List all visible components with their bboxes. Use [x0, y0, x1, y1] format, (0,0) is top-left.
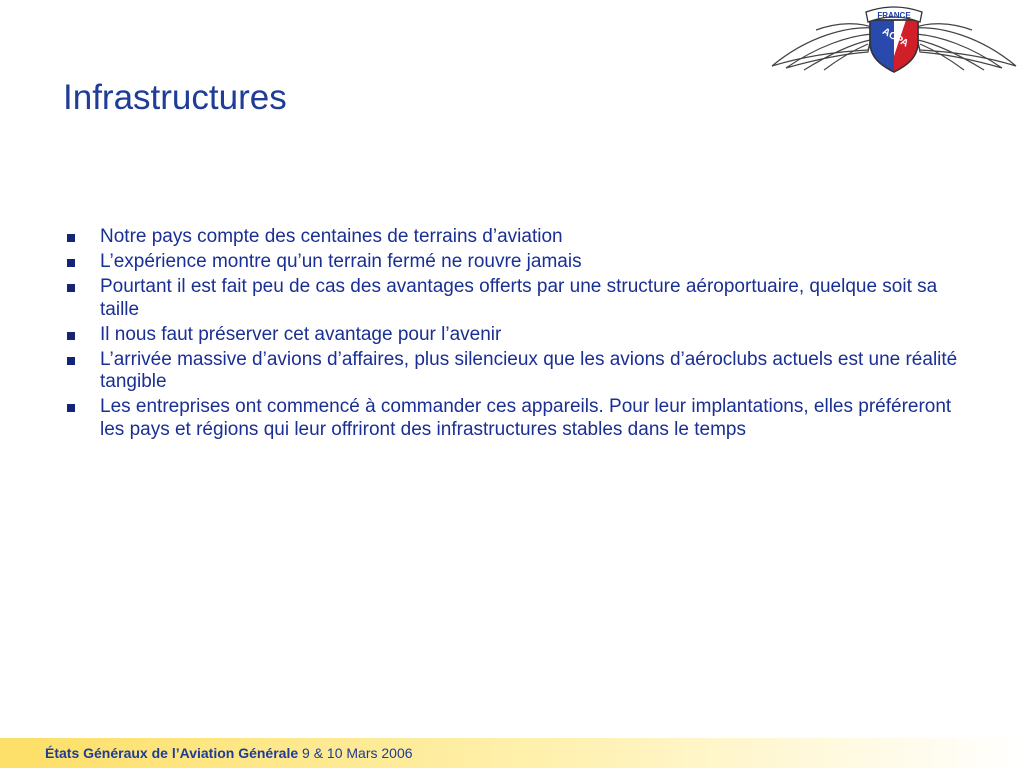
square-bullet-icon: [67, 332, 75, 340]
bullet-list: [64, 226, 964, 444]
bullet-item: [64, 226, 964, 249]
slide-title: Infrastructures: [63, 78, 287, 117]
bullet-text: L’arrivée massive d’avions d’affaires, plus silencieux que les avions d’aéroclubs actuels est une réalité tangible: [100, 348, 958, 392]
square-bullet-icon: [67, 404, 75, 412]
aopa-france-logo: [768, 4, 1020, 74]
bullet-item: [64, 324, 964, 347]
bullet-text: Il nous faut préserver cet avantage pour l’avenir: [100, 323, 502, 345]
bullet-text: Notre pays compte des centaines de terrains d’aviation: [100, 226, 563, 247]
bullet-text: Les entreprises ont commencé à commander ces appareils. Pour leur implantations, elles préféreront les pays et régions qui leur offriront des infrastructures stables dans le temps: [100, 396, 952, 440]
france-banner-icon: [866, 7, 922, 22]
bullet-item: [64, 276, 964, 321]
footer-text: [45, 745, 413, 761]
shield-text: AOPA: [880, 26, 911, 50]
left-wing-icon: [772, 24, 874, 70]
square-bullet-icon: [67, 234, 75, 242]
footer-date: 9 & 10 Mars 2006: [298, 745, 413, 761]
footer-band: [0, 738, 1024, 768]
aopa-shield-icon: [870, 20, 918, 72]
right-wing-icon: [914, 24, 1016, 70]
square-bullet-icon: [67, 357, 75, 365]
square-bullet-icon: [67, 284, 75, 292]
bullet-item: [64, 349, 964, 394]
footer-event: États Généraux de l’Aviation Générale: [45, 745, 299, 761]
bullet-item: [64, 251, 964, 274]
bullet-item: [64, 396, 964, 441]
bullet-text: Pourtant il est fait peu de cas des avantages offerts par une structure aéroportuaire, quelque soit sa taille: [100, 276, 938, 320]
banner-text: FRANCE: [877, 11, 911, 20]
bullet-text: L’expérience montre qu’un terrain fermé ne rouvre jamais: [100, 251, 582, 272]
square-bullet-icon: [67, 259, 75, 267]
